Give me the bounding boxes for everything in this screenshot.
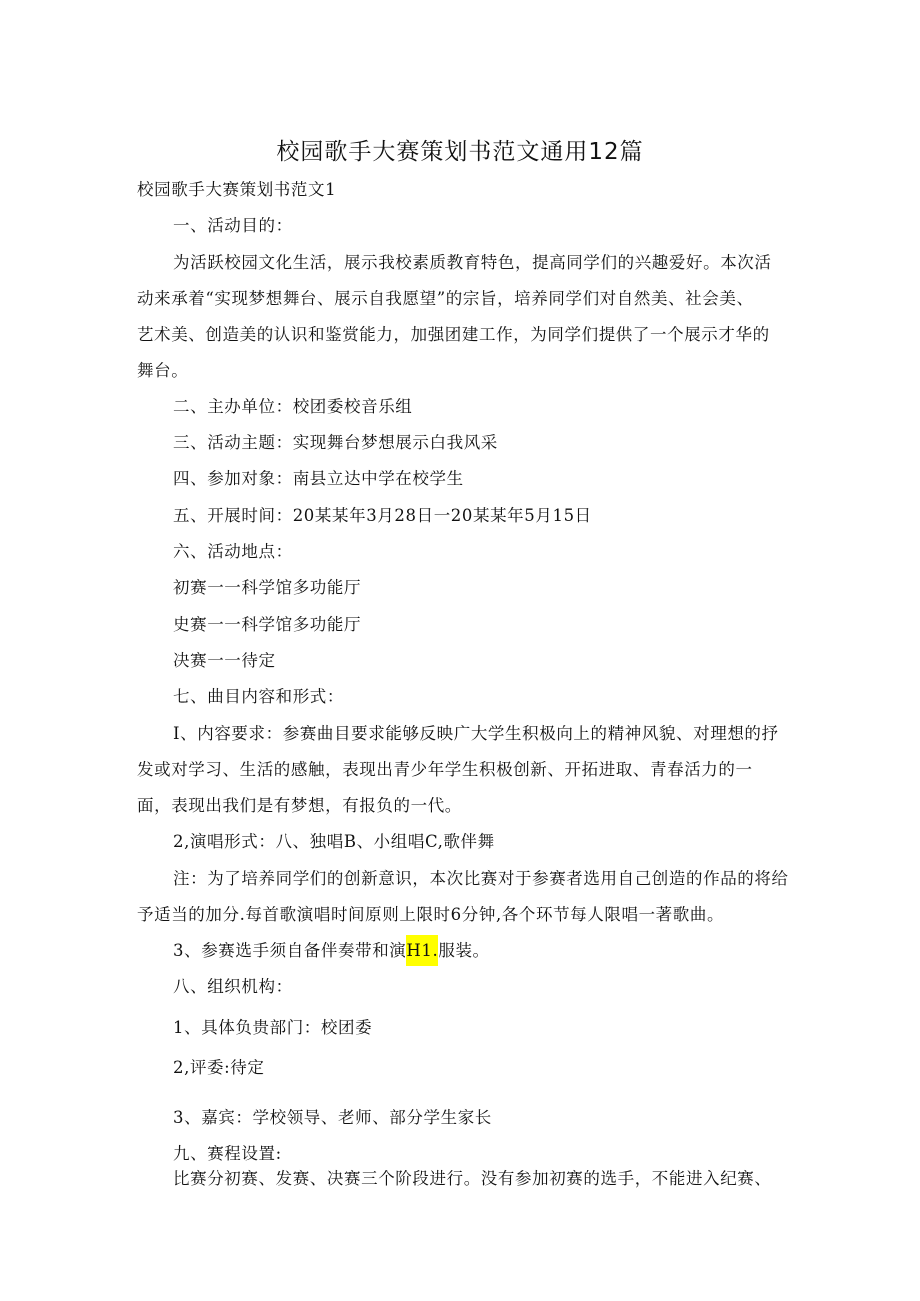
document-title: 校园歌手大赛策划书范文通用12篇	[276, 139, 644, 165]
document-subtitle: 校园歌手大赛策划书范文1	[137, 180, 337, 199]
note-line: 予适当的加分.每首歌演唱时间原则上限时6分钟,各个环节每人限唱一著歌曲。	[137, 905, 725, 924]
purpose-line: 动来承着“实现梦想舞台、展示自我愿望”的宗旨，培养同学们对自然美、社会美、	[137, 289, 754, 308]
org-heading: 八、组织机构：	[173, 977, 293, 996]
time-line: 五、开展时间：20某某年3月28日一20某某年5月15日	[173, 506, 592, 525]
org-line: 3、嘉宾：学校领导、老师、部分学生家长	[173, 1108, 492, 1127]
org-line: 1、具体负贵部门：校团委	[173, 1018, 373, 1037]
content-heading: 七、曲目内容和形式：	[173, 687, 344, 706]
item3-text-after: 服装。	[438, 941, 490, 960]
content-line: I、内容要求：参赛曲目要求能够反映广大学生积极向上的精神风貌、对理想的抒	[173, 724, 779, 743]
content-line: 发或对学习、生活的感触，表现出青少年学生积极创新、开拓进取、青春活力的一	[137, 760, 753, 779]
note-line: 注：为了培养同学们的创新意识，本次比赛对于参赛者选用自己创造的作品的将给	[173, 869, 789, 888]
venue-heading: 六、活动地点：	[173, 542, 293, 561]
purpose-line: 艺术美、创造美的认识和鉴赏能力，加强团建工作，为同学们提供了一个展示才华的	[137, 325, 770, 344]
purpose-line: 为活跃校园文化生活，展示我校素质教育特色，提高同学们的兴趣爱好。本次活	[173, 253, 772, 272]
theme-line: 三、活动主题：实现舞台梦想展示白我风采	[173, 433, 498, 452]
venue-line: 决赛一一待定	[173, 651, 276, 670]
item3-text: 3、参赛选手须自备伴奏带和演	[173, 941, 407, 960]
purpose-heading: 一、活动目的：	[173, 216, 293, 235]
participants-line: 四、参加对象：南县立达中学在校学生	[173, 469, 464, 488]
venue-line: 史赛一一科学馆多功能厅	[173, 615, 362, 634]
org-line: 2,评委:待定	[173, 1058, 265, 1077]
content-line: 面，表现出我们是有梦想，有报负的一代。	[137, 796, 462, 815]
schedule-heading: 九、赛程设置:	[173, 1144, 282, 1163]
highlighted-text: H1.	[406, 935, 438, 966]
organizer-line: 二、主办单位：校团委校音乐组	[173, 397, 413, 416]
purpose-line: 舞台。	[137, 361, 189, 380]
item3-line	[173, 943, 490, 960]
form-line: 2,演唱形式：八、独唱B、小组唱C,歌伴舞	[173, 832, 495, 851]
venue-line: 初赛一一科学馆多功能厅	[173, 578, 362, 597]
schedule-line: 比赛分初赛、发赛、决赛三个阶段进行。没有参加初赛的选手，不能进入纪赛、	[173, 1169, 772, 1188]
